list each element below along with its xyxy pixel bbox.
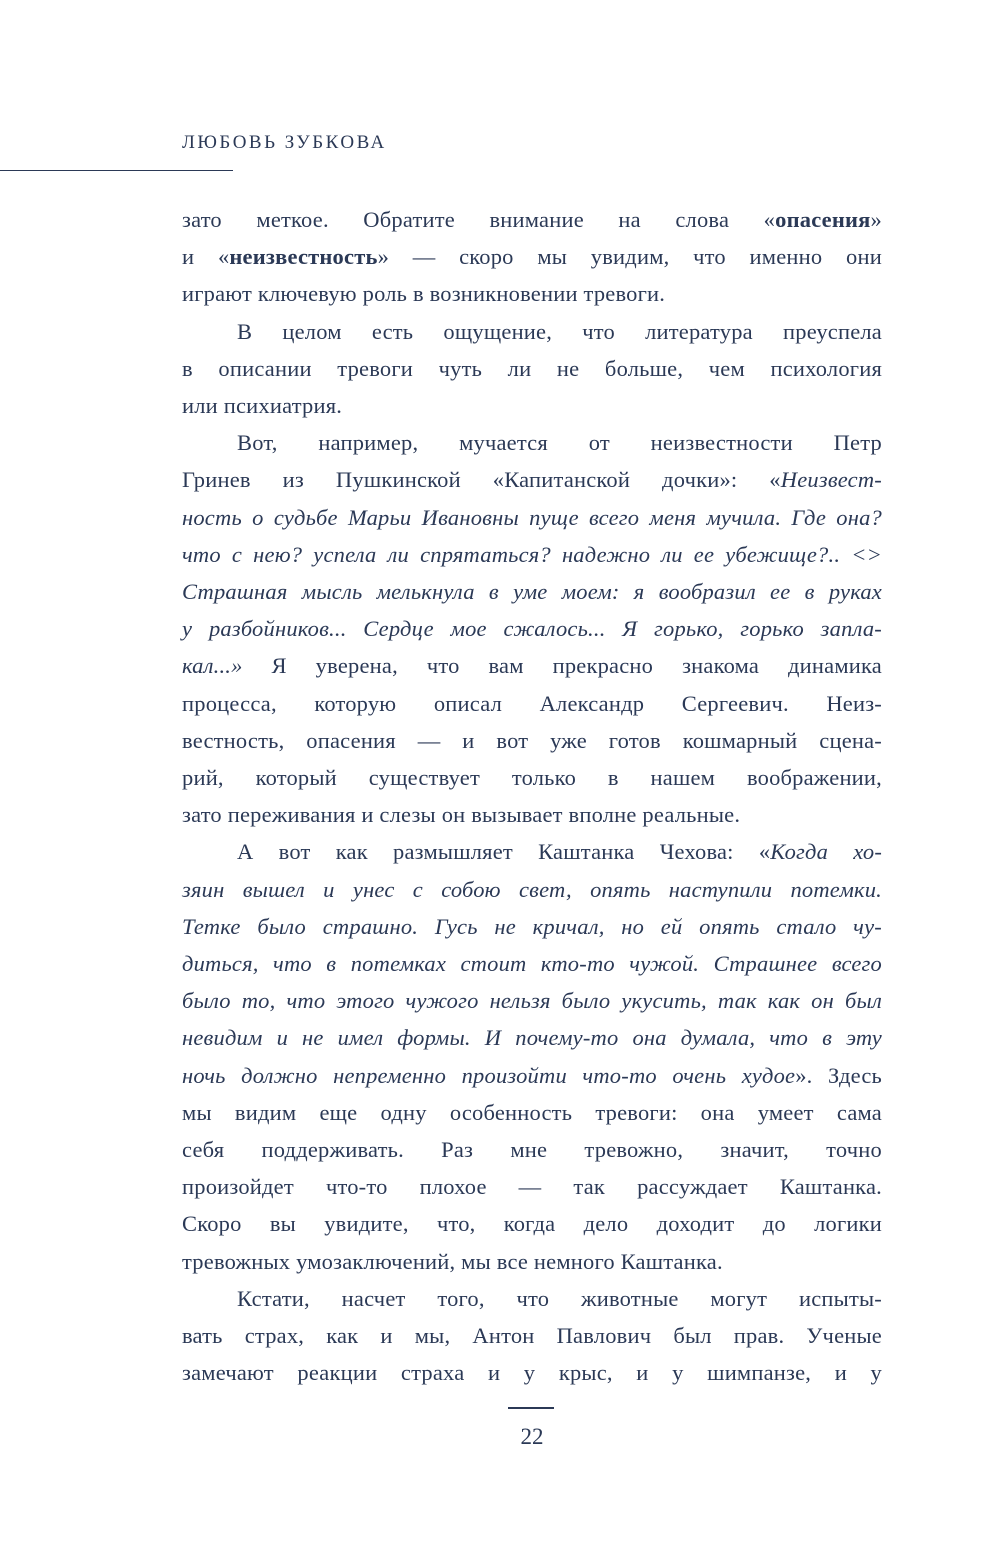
text-line [182,759,882,796]
body-text-segment: ». Здесь [795,1062,882,1088]
text-line [182,1280,882,1317]
body-text-segment: замечают реакции страха и у крыс, и у шимпанзе, и у [182,1360,882,1386]
body-text-segment: вестность, опасения — и вот уже готов кошмарный сцена- [182,727,882,753]
quote-italic-text: невидим и не имел формы. И почему-то она думала, что в эту [182,1025,882,1051]
body-text-segment: » — скоро мы увидим, что именно они [377,244,882,270]
quote-italic-text: Когда хо- [770,839,883,865]
body-text-segment: рий, который существует только в нашем воображении, [182,765,882,791]
body-text-segment: А вот как размышляет Каштанка Чехова: « [237,839,771,865]
text-line [182,573,882,610]
body-text-segment: процесса, которую описал Александр Сергеевич. Неиз- [182,690,882,716]
quote-italic-text: у разбойников... Сердце мое сжалось... Я горько, горько запла- [182,616,882,642]
text-line [182,1354,882,1391]
quote-italic-text: Неизвест- [780,467,882,493]
body-text-segment: » [870,207,882,232]
text-line [182,238,882,275]
body-text-segment: В целом есть ощущение, что литература преуспела [237,318,882,344]
body-text-segment: зато меткое. Обратите внимание на слова « [182,207,776,232]
quote-italic-text: что с нею? успела ли спрятаться? надежно ли ее убежище?.. <> [182,541,882,567]
text-line [182,499,882,536]
footer-rule [508,1407,554,1409]
body-text [182,201,882,1392]
body-text-segment: себя поддерживать. Раз мне тревожно, значит, точно [182,1137,882,1163]
header-rule [0,170,233,171]
text-line [182,313,882,350]
bold-text: неизвестность [229,244,378,270]
text-line [182,833,882,870]
body-text-segment: мы видим еще одну особенность тревоги: она умеет сама [182,1099,882,1125]
text-line [182,796,882,833]
text-line [182,1131,882,1168]
text-line [182,1243,882,1280]
text-line [182,871,882,908]
body-text-segment: Гринев из Пушкинской «Капитанской дочки»: « [182,467,781,493]
text-line [182,1057,882,1094]
text-line [182,982,882,1019]
body-text-segment: играют ключевую роль в возникновении тревоги. [182,281,666,307]
body-text-segment: или психиатрия. [182,393,343,419]
quote-italic-text: кал...» [182,653,272,679]
text-line [182,1094,882,1131]
body-text-segment: зато переживания и слезы он вызывает вполне реальные. [182,802,741,828]
running-header-author: ЛЮБОВЬ ЗУБКОВА [182,132,387,153]
text-line [182,647,882,684]
quote-italic-text: диться, что в потемках стоит кто-то чужой. Страшнее всего [182,951,882,977]
text-line [182,424,882,461]
quote-italic-text: было то, что этого чужого нельзя было укусить, так как он был [182,988,882,1014]
text-line [182,945,882,982]
quote-italic-text: зяин вышел и унес с собою свет, опять наступили потемки. [182,876,882,902]
text-line [182,350,882,387]
text-line [182,1168,882,1205]
quote-italic-text: ность о судьбе Марьи Ивановны пуще всего меня мучила. Где она? [182,504,882,530]
body-text-segment: вать страх, как и мы, Антон Павлович был прав. Ученые [182,1323,882,1349]
quote-italic-text: ночь должно непременно произойти что-то очень худое [182,1062,796,1088]
text-line [182,1019,882,1056]
text-line [182,1317,882,1354]
text-line [182,201,882,238]
body-text-segment: Вот, например, мучается от неизвестности Петр [237,430,882,456]
text-line [182,610,882,647]
body-text-segment: Кстати, насчет того, что животные могут испыты- [237,1285,882,1311]
text-line [182,536,882,573]
text-line [182,685,882,722]
body-text-segment: и « [182,244,230,270]
quote-italic-text: Страшная мысль мелькнула в уме моем: я вообразил ее в руках [182,579,882,605]
bold-text: опасения [775,207,871,232]
body-text-segment: Скоро вы увидите, что, когда дело доходит до логики [182,1211,882,1237]
text-line [182,275,882,312]
text-line [182,461,882,498]
body-text-segment: произойдет что-то плохое — так рассуждает Каштанка. [182,1174,882,1200]
body-text-segment: в описании тревоги чуть ли не больше, чем психология [182,355,882,381]
body-text-segment: тревожных умозаключений, мы все немного Каштанка. [182,1248,723,1274]
body-text-segment: Я уверена, что вам прекрасно знакома динамика [271,653,882,679]
text-line [182,1205,882,1242]
text-line [182,387,882,424]
text-line [182,722,882,759]
page-number: 22 [520,1424,544,1449]
quote-italic-text: Тетке было страшно. Гусь не кричал, но ей опять стало чу- [182,913,882,939]
text-line [182,908,882,945]
